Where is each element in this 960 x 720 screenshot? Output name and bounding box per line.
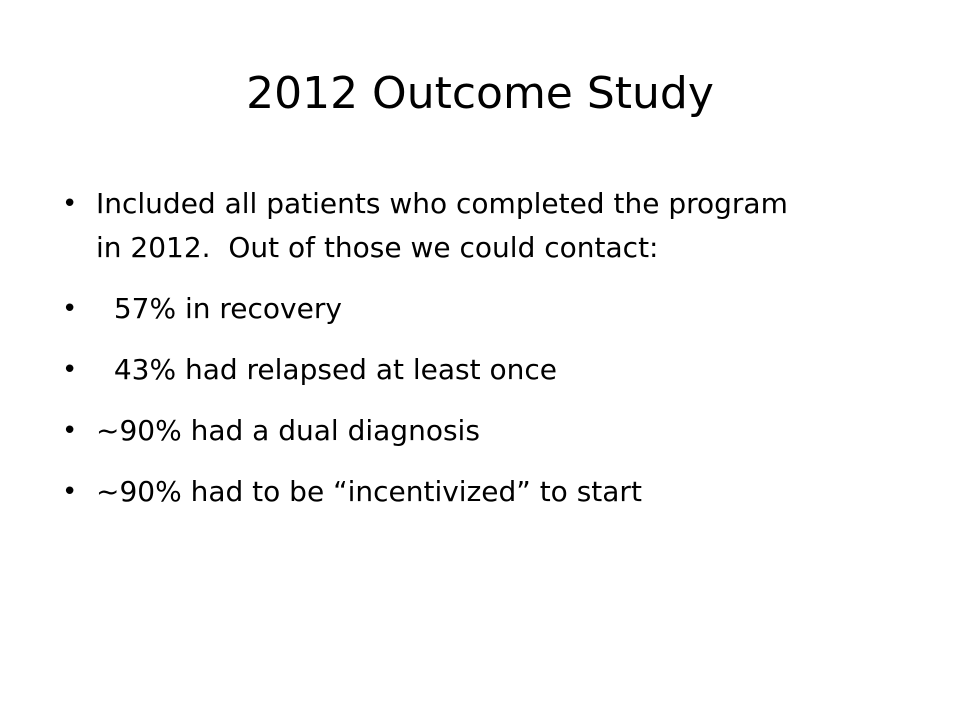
- bullet-text: 43% had relapsed at least once: [96, 353, 558, 386]
- bullet-icon: •: [62, 355, 78, 385]
- bullet-text: Included all patients who completed the program in 2012. Out of those we could contact:: [96, 187, 797, 264]
- bullet-text: 57% in recovery: [96, 292, 342, 325]
- bullet-item-included-patients: [62, 182, 842, 270]
- bullet-icon: •: [62, 294, 78, 324]
- slide-title: 2012 Outcome Study: [246, 68, 714, 119]
- bullet-text: ~90% had to be “incentivized” to start: [96, 475, 642, 508]
- bullet-item-relapsed: [62, 348, 842, 392]
- bullet-icon: •: [62, 477, 78, 507]
- bullet-item-recovery: [62, 287, 842, 331]
- bullet-icon: •: [62, 189, 78, 219]
- bullet-list: [62, 182, 842, 514]
- bullet-icon: •: [62, 416, 78, 446]
- bullet-text: ~90% had a dual diagnosis: [96, 414, 480, 447]
- bullet-item-dual-diagnosis: [62, 409, 842, 453]
- bullet-item-incentivized: [62, 470, 842, 514]
